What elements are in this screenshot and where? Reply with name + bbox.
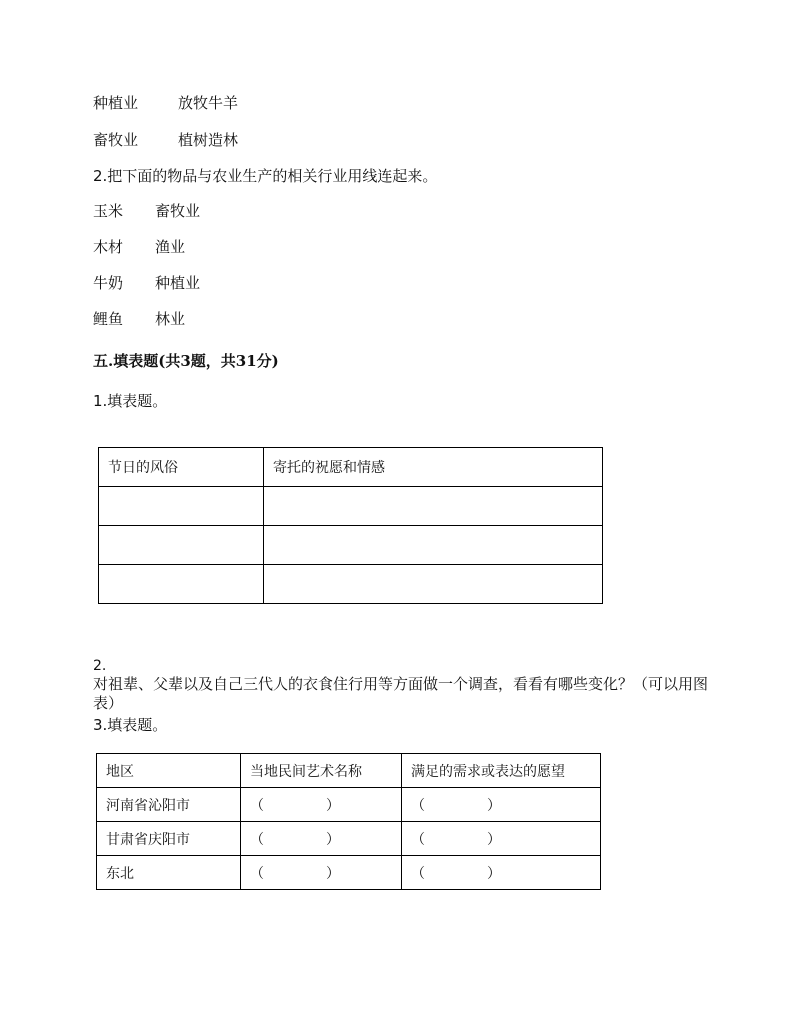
matching-row (93, 237, 393, 257)
question-label: 3.填表题。 (93, 716, 168, 734)
question-label: 1.填表题。 (93, 392, 168, 410)
folk-art-table (96, 753, 601, 890)
right-paren: ） (487, 797, 501, 814)
matching-right-item: 植树造林 (178, 131, 239, 149)
table-row (99, 565, 603, 604)
blank-cell[interactable] (264, 565, 603, 604)
matching-left-item: 畜牧业 (93, 131, 139, 149)
matching-right-item: 放牧牛羊 (178, 94, 239, 112)
answer-blank[interactable] (241, 856, 402, 890)
table-header-cell: 当地民间艺术名称 (241, 754, 402, 788)
blank-cell[interactable] (99, 487, 264, 526)
matching-row (93, 93, 393, 113)
table-row (99, 526, 603, 565)
blank-cell[interactable] (99, 526, 264, 565)
table-header-cell: 寄托的祝愿和情感 (264, 448, 603, 487)
right-paren: ） (326, 797, 340, 814)
region-cell: 甘肃省庆阳市 (97, 822, 241, 856)
answer-blank[interactable] (241, 822, 402, 856)
table-row (99, 487, 603, 526)
table-header-row (97, 754, 601, 788)
table-row (97, 856, 601, 890)
blank-cell[interactable] (264, 526, 603, 565)
table-row (97, 822, 601, 856)
right-paren: ） (326, 865, 340, 882)
left-paren: （ (250, 797, 264, 814)
right-paren: ） (326, 831, 340, 848)
matching-right-item: 林业 (155, 310, 186, 328)
matching-row (93, 309, 393, 329)
left-paren: （ (250, 865, 264, 882)
region-cell: 河南省沁阳市 (97, 788, 241, 822)
section-heading: 五.填表题(共3题，共31分) (93, 352, 279, 370)
answer-blank[interactable] (241, 788, 402, 822)
question-text: 对祖辈、父辈以及自己三代人的衣食住行用等方面做一个调查，看看有哪些变化？（可以用图表） (93, 675, 709, 712)
answer-blank[interactable] (402, 822, 601, 856)
table-header-cell: 地区 (97, 754, 241, 788)
matching-row (93, 130, 393, 150)
table-row (97, 788, 601, 822)
matching-right-item: 渔业 (155, 238, 186, 256)
matching-left-item: 牛奶 (93, 274, 124, 292)
matching-row (93, 201, 393, 221)
right-paren: ） (487, 831, 501, 848)
matching-left-item: 种植业 (93, 94, 139, 112)
table-header-cell: 节日的风俗 (99, 448, 264, 487)
matching-row (93, 273, 393, 293)
left-paren: （ (411, 797, 425, 814)
blank-cell[interactable] (99, 565, 264, 604)
matching-left-item: 鲤鱼 (93, 310, 124, 328)
left-paren: （ (250, 831, 264, 848)
question-2-text: 2.把下面的物品与农业生产的相关行业用线连起来。 (93, 167, 438, 185)
matching-left-item: 玉米 (93, 202, 124, 220)
region-cell: 东北 (97, 856, 241, 890)
answer-blank[interactable] (402, 788, 601, 822)
customs-table (98, 447, 603, 604)
table-header-cell: 满足的需求或表达的愿望 (402, 754, 601, 788)
blank-cell[interactable] (264, 487, 603, 526)
left-paren: （ (411, 865, 425, 882)
right-paren: ） (487, 865, 501, 882)
matching-right-item: 种植业 (155, 274, 201, 292)
left-paren: （ (411, 831, 425, 848)
table-header-row (99, 448, 603, 487)
matching-right-item: 畜牧业 (155, 202, 201, 220)
answer-blank[interactable] (402, 856, 601, 890)
question-number: 2. (93, 658, 107, 674)
matching-left-item: 木材 (93, 238, 124, 256)
